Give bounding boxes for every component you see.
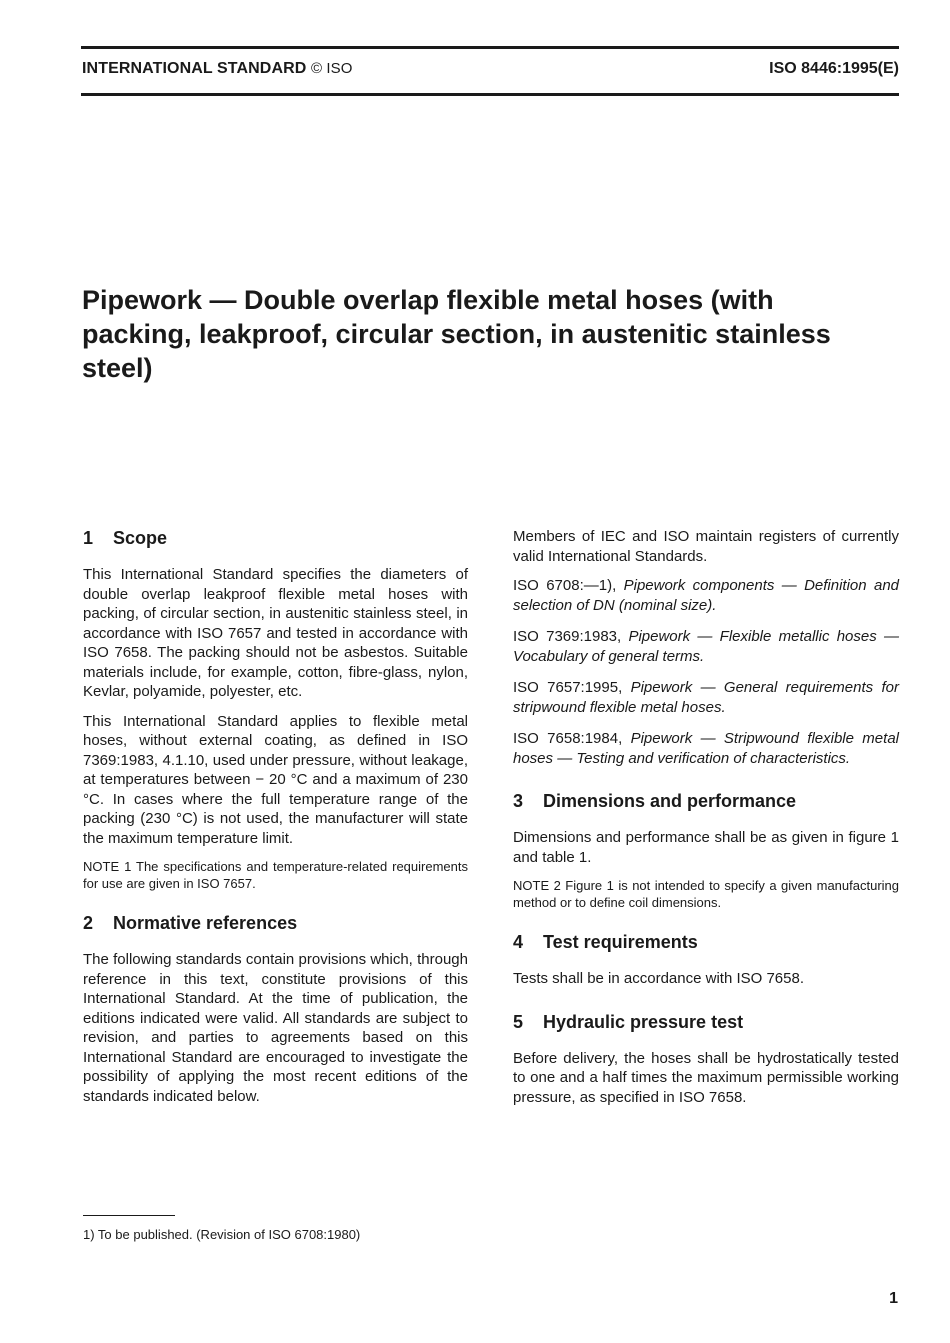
reference-title: Pipework — General requirements for stripwound flexible metal hoses. xyxy=(513,679,899,716)
section-heading-dimensions xyxy=(513,790,899,812)
scope-paragraph-1: This International Standard specifies the diameters of double overlap leakproof flexible metal hoses with packing, of circular section, in austenitic stainless steel, in accordance with ISO 7657 and tested in accordance with ISO 7658. The packing should not be asbestos. Suitable materials include, for example, cotton, fibre-glass, nylon, Kevlar, polyamide, polyester, etc. xyxy=(83,566,468,700)
hydraulic-paragraph: Before delivery, the hoses shall be hydrostatically tested to one and a half times the maximum permissible working pressure, as specified in ISO 7658. xyxy=(513,1049,899,1106)
reference-title: Pipework — Flexible metallic hoses — Vocabulary of general terms. xyxy=(513,628,899,665)
reference-title: Pipework components — Definition and selection of DN (nominal size). xyxy=(513,577,899,614)
section-title: Scope xyxy=(113,528,168,548)
header-standard-type: INTERNATIONAL STANDARD xyxy=(82,60,307,77)
header-top-rule xyxy=(81,46,899,49)
section-number: 5 xyxy=(513,1011,524,1032)
header-bottom-rule xyxy=(81,93,899,96)
reference-code: ISO 7369:1983, xyxy=(513,628,622,645)
header-standard-label xyxy=(82,60,353,78)
test-paragraph: Tests shall be in accordance with ISO 7658. xyxy=(513,970,804,987)
reference-code: ISO 7657:1995, xyxy=(513,679,623,696)
section-title: Hydraulic pressure test xyxy=(543,1011,744,1032)
header-copyright: © ISO xyxy=(310,60,353,77)
header-standard-number: ISO 8446:1995(E) xyxy=(769,60,899,77)
reference-code: ISO 7658:1984, xyxy=(513,730,623,747)
section-number: 4 xyxy=(513,932,524,952)
document-title: Pipework — Double overlap flexible metal hoses (with packing, leakproof, circular section, in austenitic stainless steel) xyxy=(82,285,831,383)
section-heading-test-requirements xyxy=(513,931,899,953)
normative-paragraph-1: The following standards contain provisions which, through reference in this text, constitute provisions of this International Standard. At the time of publication, the editions indicated were valid. All standards are subject to revision, and parties to agreements based on this International Standard are encouraged to investigate the possibility of applying the most recent editions of the standards indicated below. xyxy=(83,951,468,1105)
normative-paragraph-2: Members of IEC and ISO maintain registers of currently valid International Standards. xyxy=(513,528,899,565)
section-number: 3 xyxy=(513,791,524,811)
note-1: NOTE 1 The specifications and temperature-related requirements for use are given in ISO 7657. xyxy=(83,859,468,891)
page-number: 1 xyxy=(889,1290,898,1307)
footnote-rule xyxy=(83,1215,175,1216)
note-2: NOTE 2 Figure 1 is not intended to specify a given manufacturing method or to define coil dimensions. xyxy=(513,878,899,910)
section-number: 1 xyxy=(83,528,94,548)
section-heading-normative-references xyxy=(83,912,468,934)
footnote: 1) To be published. (Revision of ISO 6708:1980) xyxy=(83,1227,361,1242)
reference-code: ISO 6708:—1), xyxy=(513,577,617,594)
left-column xyxy=(83,527,468,1116)
section-heading-scope xyxy=(83,527,468,549)
dimensions-paragraph: Dimensions and performance shall be as given in figure 1 and table 1. xyxy=(513,829,899,866)
scope-paragraph-2: This International Standard applies to flexible metal hoses, without external coating, as defined in ISO 7369:1983, 4.1.10, used under pressure, without leakage, at temperatures between − 20 °C and a maximum of 230 °C. In cases where the full temperature range of the packing (230 °C) is not used, the manufacturer will state the maximum temperature limit. xyxy=(83,712,468,847)
section-title: Dimensions and performance xyxy=(543,791,797,811)
right-column xyxy=(513,527,899,1117)
section-heading-hydraulic xyxy=(513,1011,899,1033)
reference-item xyxy=(513,627,899,666)
section-title: Test requirements xyxy=(543,932,698,952)
section-number: 2 xyxy=(83,913,94,933)
reference-title: Pipework — Stripwound flexible metal hoses — Testing and verification of characteristics. xyxy=(513,730,899,767)
section-title: Normative references xyxy=(113,913,298,933)
reference-item xyxy=(513,678,899,717)
reference-item xyxy=(513,729,899,768)
reference-item xyxy=(513,576,899,615)
